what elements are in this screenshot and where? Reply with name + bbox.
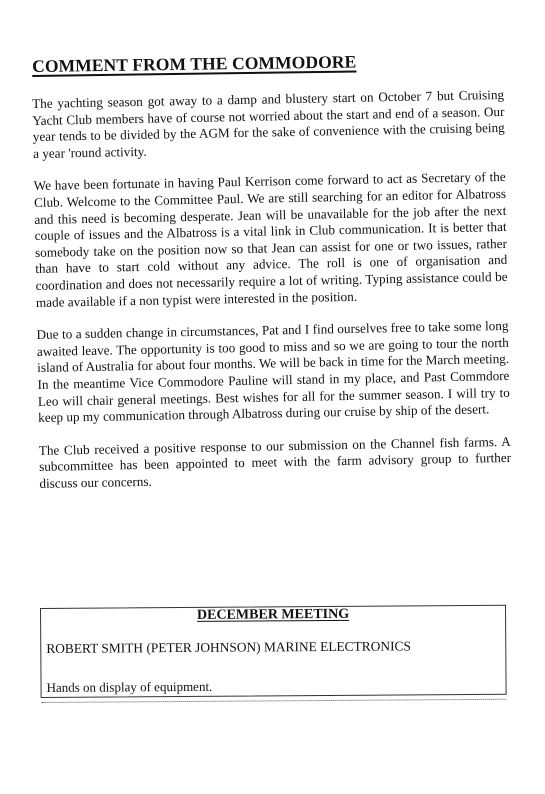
meeting-speaker: ROBERT SMITH (PETER JOHNSON) MARINE ELECTRONICS bbox=[46, 638, 411, 656]
meeting-heading: DECEMBER MEETING bbox=[196, 606, 350, 623]
article-title: COMMENT FROM THE COMMODORE bbox=[32, 51, 357, 76]
meeting-topic: Hands on display of equipment. bbox=[46, 678, 213, 695]
paragraph-leave: Due to a sudden change in circumstances, Pat and I find ourselves free to take some long awaited leave. The opportunity is too good to miss and so we are going to tour the north island of Australia for about four months. We will be back in time for the March meeting. In the meantime Vice Commodore Pauline will stand in my place, and Past Commdore Leo will chair general meetings. Best wishes for all for the summer season. I will try to keep up my communication through Albatross during our cruise by ship of the desert. bbox=[36, 318, 510, 426]
paragraph-season-start: The yachting season got away to a damp and blustery start on October 7 but Cruising Yacht Club members have of course not worried about the start and end of a season. Our year tends to be divided by the AGM for the sake of convenience with the cruising being a year 'round activity. bbox=[32, 86, 505, 161]
paragraph-fish-farms: The Club received a positive response to our submission on the Channel fish farms. A subcommittee has been appointed to meet with the farm advisory group to further discuss our concerns. bbox=[38, 433, 512, 491]
meeting-notice-box bbox=[40, 605, 507, 698]
paragraph-secretary-editor: We have been fortunate in having Paul Kerrison come forward to act as Secretary of the Club. Welcome to the Committee Paul. We are still searching for an editor for Albatross and this need is becoming desperate. Jean will be unavailable for the job after the next couple of issues and the Albatross is a vital link in Club communication. It is better that somebody take on the position now so that Jean can assist for one or two issues, rather than have to start cold without any advice. The roll is one of organisation and coordination and does not necessarily require a lot of writing. Typing assistance could be made available if a non typist were interested in the position. bbox=[33, 169, 508, 310]
article-body bbox=[32, 87, 512, 508]
